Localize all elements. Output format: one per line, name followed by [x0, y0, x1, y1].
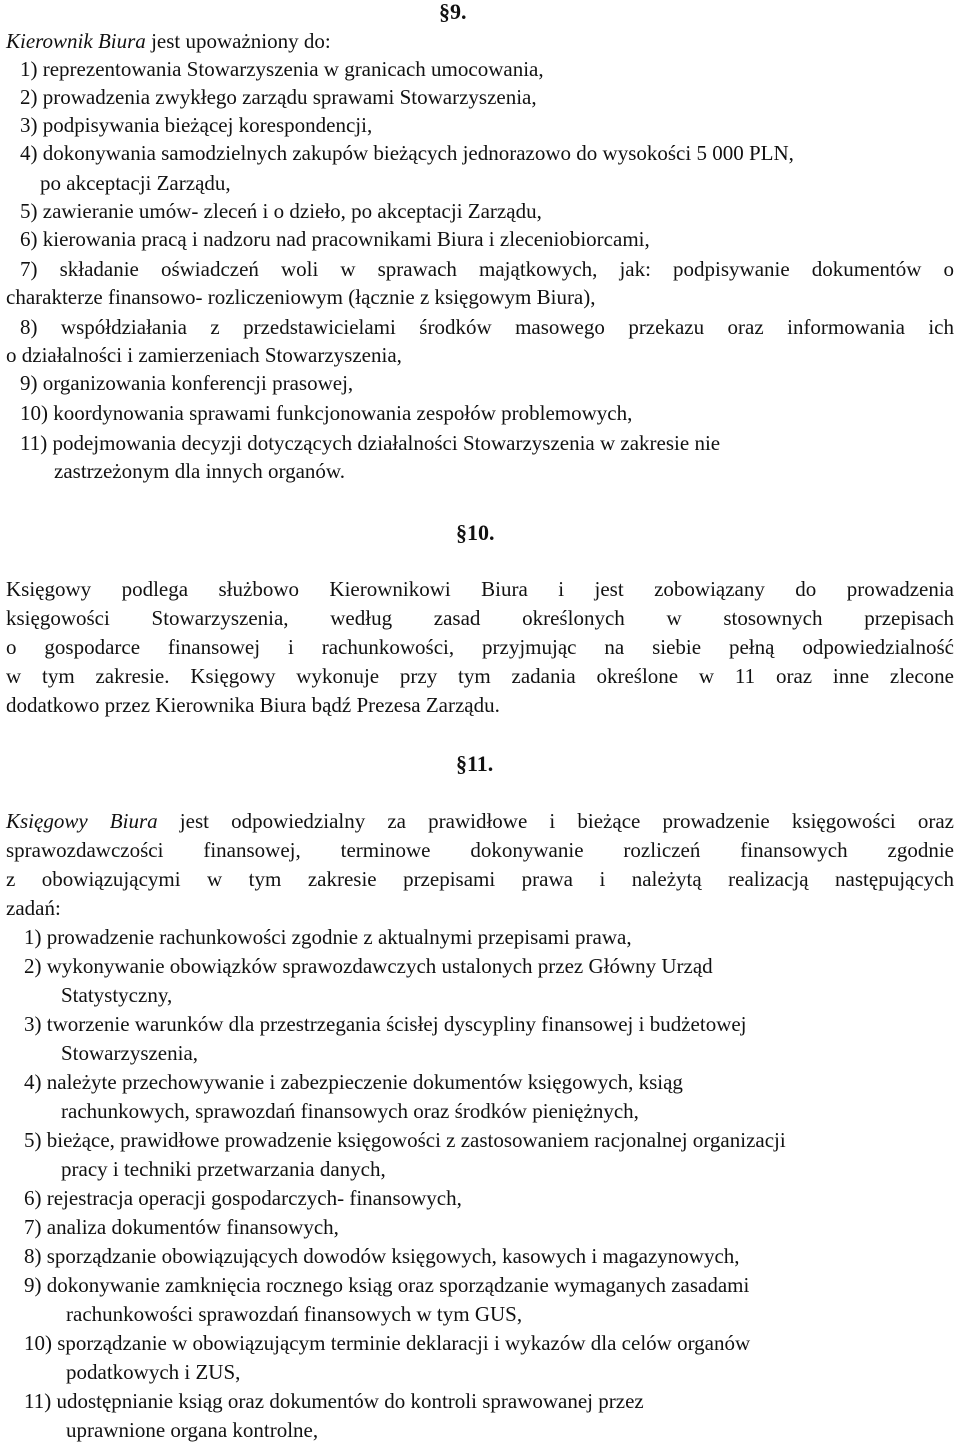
- section-10-number: 10.: [467, 520, 495, 545]
- section-11-item: podatkowych i ZUS,: [66, 1360, 241, 1384]
- section-9-intro: [6, 28, 331, 55]
- section-11-item: 2) wykonywanie obowiązków sprawozdawczych ustalonych przez Główny Urząd: [24, 954, 713, 978]
- section-9-item: charakterze finansowo- rozliczeniowym (łącznie z księgowym Biura),: [6, 285, 596, 309]
- section-11-line: z obowiązującymi w tym zakresie przepisami prawa i należytą realizacją następujących: [6, 867, 954, 891]
- section-11-line: sprawozdawczości finansowej, terminowe dokonywanie rozliczeń finansowych zgodnie: [6, 838, 954, 862]
- section-11-item: Stowarzyszenia,: [61, 1041, 199, 1065]
- section-11-heading: [456, 750, 493, 777]
- section-10-line: Księgowy podlega służbowo Kierownikowi Biura i jest zobowiązany do prowadzenia: [6, 577, 954, 601]
- section-11-item: 9) dokonywanie zamknięcia rocznego ksiąg oraz sporządzanie wymaganych zasadami: [24, 1273, 750, 1297]
- section-11-item: 8) sporządzanie obowiązujących dowodów księgowych, kasowych i magazynowych,: [24, 1244, 740, 1268]
- section-9-item: 11) podejmowania decyzji dotyczących działalności Stowarzyszenia w zakresie nie: [20, 431, 721, 455]
- section-10-line: o gospodarce finansowej i rachunkowości, przyjmując na siebie pełną odpowiedzialność: [6, 635, 954, 659]
- section-9-item: 5) zawieranie umów- zleceń i o dzieło, po akceptacji Zarządu,: [20, 199, 542, 223]
- section-9-item: 10) koordynowania sprawami funkcjonowania zespołów problemowych,: [20, 401, 633, 425]
- section-11-item: pracy i techniki przetwarzania danych,: [61, 1157, 386, 1181]
- section-9-intro-text: jest upoważniony do:: [145, 29, 331, 53]
- section-9-item: 7) składanie oświadczeń woli w sprawach majątkowych, jak: podpisywanie dokumentów o: [20, 257, 954, 281]
- section-9-item: po akceptacji Zarządu,: [40, 171, 231, 195]
- section-11-item: 10) sporządzanie w obowiązującym terminie deklaracji i wykazów dla celów organów: [24, 1331, 751, 1355]
- section-11-line: zadań:: [6, 896, 61, 920]
- section-11-item: rachunkowości sprawozdań finansowych w tym GUS,: [66, 1302, 523, 1326]
- section-11-item: 5) bieżące, prawidłowe prowadzenie księgowości z zastosowaniem racjonalnej organizacji: [24, 1128, 786, 1152]
- section-mark-glyph: §: [456, 520, 467, 545]
- section-11-item: 4) należyte przechowywanie i zabezpieczenie dokumentów księgowych, ksiąg: [24, 1070, 683, 1094]
- section-11-role: Księgowy Biura: [6, 809, 158, 833]
- section-11-item: Statystyczny,: [61, 983, 173, 1007]
- section-9-item: o działalności i zamierzeniach Stowarzyszenia,: [6, 343, 402, 367]
- section-mark-glyph: §: [456, 751, 467, 776]
- section-10-line: dodatkowo przez Kierownika Biura bądź Prezesa Zarządu.: [6, 693, 500, 717]
- section-11-item: 1) prowadzenie rachunkowości zgodnie z aktualnymi przepisami prawa,: [24, 925, 632, 949]
- section-10-line: w tym zakresie. Księgowy wykonuje przy tym zadania określone w 11 oraz inne zlecone: [6, 664, 954, 688]
- section-9-item: 8) współdziałania z przedstawicielami środków masowego przekazu oraz informowania ich: [20, 315, 954, 339]
- section-9-item: 3) podpisywania bieżącej korespondencji,: [20, 113, 373, 137]
- section-9-item: 1) reprezentowania Stowarzyszenia w granicach umocowania,: [20, 57, 544, 81]
- section-10-heading: [456, 519, 495, 546]
- section-11-item: uprawnione organa kontrolne,: [66, 1418, 319, 1442]
- section-10-line: księgowości Stowarzyszenia, według zasad określonych w stosownych przepisach: [6, 606, 954, 630]
- section-11-intro: [6, 808, 954, 835]
- section-9-heading: §9.: [439, 0, 467, 24]
- section-11-item: 3) tworzenie warunków dla przestrzegania ścisłej dyscypliny finansowej i budżetowej: [24, 1012, 747, 1036]
- section-11-item: rachunkowych, sprawozdań finansowych oraz środków pieniężnych,: [61, 1099, 639, 1123]
- section-11-intro-text: jest odpowiedzialny za prawidłowe i bieżące prowadzenie księgowości oraz: [157, 809, 954, 833]
- section-9-item: 9) organizowania konferencji prasowej,: [20, 371, 354, 395]
- section-9-item: 4) dokonywania samodzielnych zakupów bieżących jednorazowo do wysokości 5 000 PLN,: [20, 141, 794, 165]
- section-11-number: 11.: [467, 751, 494, 776]
- section-9-role: Kierownik Biura: [6, 29, 146, 53]
- section-11-item: 7) analiza dokumentów finansowych,: [24, 1215, 339, 1239]
- section-9-item: 2) prowadzenia zwykłego zarządu sprawami Stowarzyszenia,: [20, 85, 537, 109]
- section-9-item: zastrzeżonym dla innych organów.: [54, 459, 345, 483]
- section-11-item: 11) udostępnianie ksiąg oraz dokumentów do kontroli sprawowanej przez: [24, 1389, 644, 1413]
- section-9-item: 6) kierowania pracą i nadzoru nad pracownikami Biura i zleceniobiorcami,: [20, 227, 650, 251]
- section-11-item: 6) rejestracja operacji gospodarczych- finansowych,: [24, 1186, 462, 1210]
